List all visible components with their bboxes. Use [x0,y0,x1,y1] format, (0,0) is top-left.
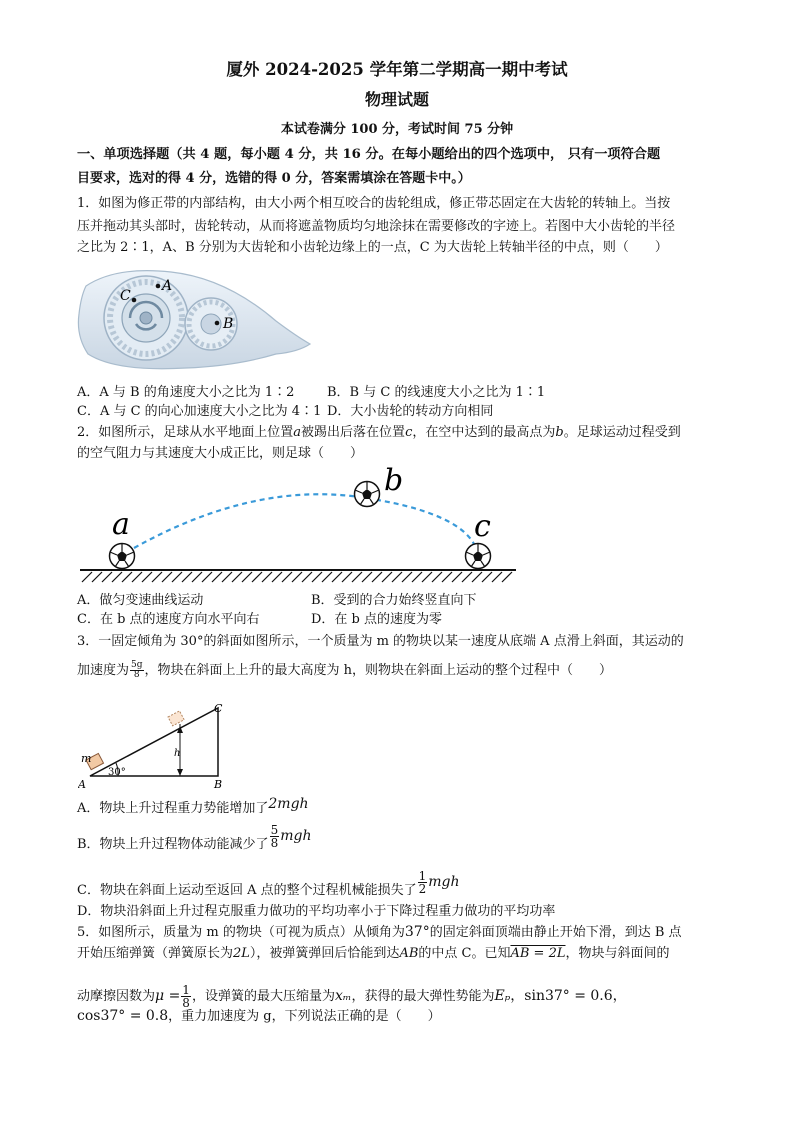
q5-text-10: ，sin37° = 0.6， [510,988,627,1004]
q5-stem-line4 [77,1008,441,1025]
ball-c [466,544,491,569]
section-heading-line1: 一、单项选择题（共 4 题，每小题 4 分，共 16 分。在每小题给出的四个选项中， 只有一项符合题 [77,147,661,162]
label-c: C [214,702,223,715]
label-m: m [81,752,92,765]
q3-opt-a-text: A．物块上升过程重力势能增加了 [77,801,269,816]
q5-spring-len: 2L [233,946,250,961]
subject-title: 物理试题 [364,90,429,109]
q5-text-6: ，物块与斜面间的 [565,946,670,961]
q5-text-3: 开始压缩弹簧（弹簧原长为 [77,946,234,961]
q2-text-4: 。足球运动过程受到 [563,425,681,440]
q2-stem-line2: 的空气阻力与其速度大小成正比，则足球（ ） [77,446,364,461]
q1-stem-line1: 1．如图为修正带的内部结构，由大小两个相互咬合的齿轮组成，修正带芯固定在大齿轮的转轴上。当按 [77,196,671,211]
q2-text-1: 2．如图所示，足球从水平地面上位置 [77,425,294,440]
q2-var-a: a [293,425,302,440]
q5-mu-den: 8 [182,996,190,1010]
block-top [168,711,184,726]
q2-var-c: c [405,425,413,440]
q5-text-7: 动摩擦因数为 [77,989,156,1004]
q3-opt-b-expr: mgh [280,828,312,844]
q2-text-3: ，在空中达到的最高点为 [412,425,556,440]
q3-opt-c-num: 1 [418,869,427,883]
q5-text-5: 的中点 C。已知 [418,946,511,961]
q1-option-d: D．大小齿轮的转动方向相同 [327,404,494,419]
label-a: A [162,278,173,294]
q1-option-a: A．A 与 B 的角速度大小之比为 1∶2 [77,385,295,400]
q3-acc-fraction [130,661,144,680]
q5-mu: μ = [155,988,181,1004]
q5-xm: xₘ [334,988,352,1004]
q5-text-2: 的固定斜面顶端由静止开始下滑，到达 B 点 [429,925,682,940]
label-h: h [174,748,181,759]
q3-text-2: ，物块在斜面上上升的最大高度为 h，则物块在斜面上运动的整个过程中（ ） [144,663,613,678]
label-c: c [474,509,491,544]
label-angle: 30° [108,767,126,778]
q5-ep: Eₚ [494,988,511,1004]
q5-mu-fraction [181,984,191,1009]
q5-angle: 37° [404,924,430,940]
q1-stem-line2: 压并拖动其头部时，齿轮转动，从而将遮盖物质均匀地涂抹在需要修改的字迹上。若图中大小齿轮的半径 [77,219,676,234]
q5-cos: cos37° = 0.8 [77,1008,169,1024]
q5-text-9: ，获得的最大弹性势能为 [351,989,495,1004]
q3-opt-c-fraction [418,870,428,895]
q2-football-figure [76,462,520,588]
q2-option-d: D．在 b 点的速度为零 [311,612,443,627]
q1-option-c: C．A 与 C 的向心加速度大小之比为 4∶1 [77,404,322,419]
exam-title: 厦外 2024-2025 学年第二学期高一期中考试 [226,60,568,79]
q1-stem-line3: 之比为 2∶1，A、B 分别为大齿轮和小齿轮边缘上的一点，C 为大齿轮上转轴半径的中点，则（ ） [77,240,668,255]
q5-stem-line2 [77,946,670,962]
point-b-dot [215,321,220,326]
q2-option-a: A．做匀变速曲线运动 [77,593,204,608]
q5-ab-eq: AB = 2L [510,946,566,961]
q3-incline-figure [78,700,238,792]
q5-text-11: ，重力加速度为 g，下列说法正确的是（ ） [168,1009,441,1024]
q3-opt-b-text: B．物块上升过程物体动能减少了 [77,837,269,852]
q2-var-b: b [555,425,564,440]
label-b: b [384,463,404,498]
trajectory-curve [134,494,474,548]
ball-b [355,482,380,507]
q3-opt-c-text: C．物块在斜面上运动至返回 A 点的整个过程机械能损失了 [77,883,417,898]
point-a-dot [156,284,161,289]
label-a: A [78,778,86,791]
q3-opt-c-expr: mgh [428,874,460,890]
q2-option-c: C．在 b 点的速度方向水平向右 [77,612,260,627]
q3-opt-a-expr: 2mgh [268,796,309,812]
section-heading-line2: 目要求，选对的得 4 分，选错的得 0 分，答案需填涂在答题卡中。） [77,171,471,186]
q5-text-8: ，设弹簧的最大压缩量为 [191,989,335,1004]
q3-acc-den: 8 [133,670,140,680]
q2-option-b: B．受到的合力始终竖直向下 [311,593,477,608]
q2-text-2: 被踢出后落在位置 [301,425,406,440]
q3-option-a [77,796,309,817]
q5-text-1: 5．如图所示，质量为 m 的物块（可视为质点）从倾角为 [77,925,405,940]
q3-text-1: 加速度为 [77,663,130,678]
q1-correction-tape-figure [76,266,314,378]
q3-opt-b-num: 5 [270,823,279,837]
q3-acc-num: 5g [131,660,143,670]
q3-option-d: D．物块沿斜面上升过程克服重力做功的平均功率小于下降过程重力做功的平均功率 [77,904,556,919]
q1-option-b: B．B 与 C 的线速度大小之比为 1∶1 [327,385,546,400]
ground-hatching [82,572,512,582]
point-c-dot [132,298,137,303]
label-b: B [214,778,223,791]
q3-opt-b-fraction [270,824,280,849]
q5-stem-line1 [77,924,682,941]
q5-mu-num: 1 [182,983,190,997]
ball-a [110,544,135,569]
q3-stem-line1: 3．一固定倾角为 30°的斜面如图所示，一个质量为 m 的物块以某一速度从底端 A 点滑上斜面，其运动的 [77,634,684,649]
q3-opt-c-den: 2 [418,882,427,896]
q3-option-c [77,869,460,903]
q5-text-4: ），被弹簧弹回后恰能到达 [249,946,400,961]
q3-opt-b-den: 8 [270,836,279,850]
label-a: a [112,507,130,542]
q5-stem-line3 [77,984,627,1009]
q3-option-b [77,823,312,857]
q3-stem-line2 [77,661,612,680]
q2-stem-line1 [77,425,681,441]
exam-note: 本试卷满分 100 分，考试时间 75 分钟 [280,122,514,137]
label-c: C [120,288,131,304]
label-b: B [223,316,234,332]
q5-ab: AB [399,946,419,961]
